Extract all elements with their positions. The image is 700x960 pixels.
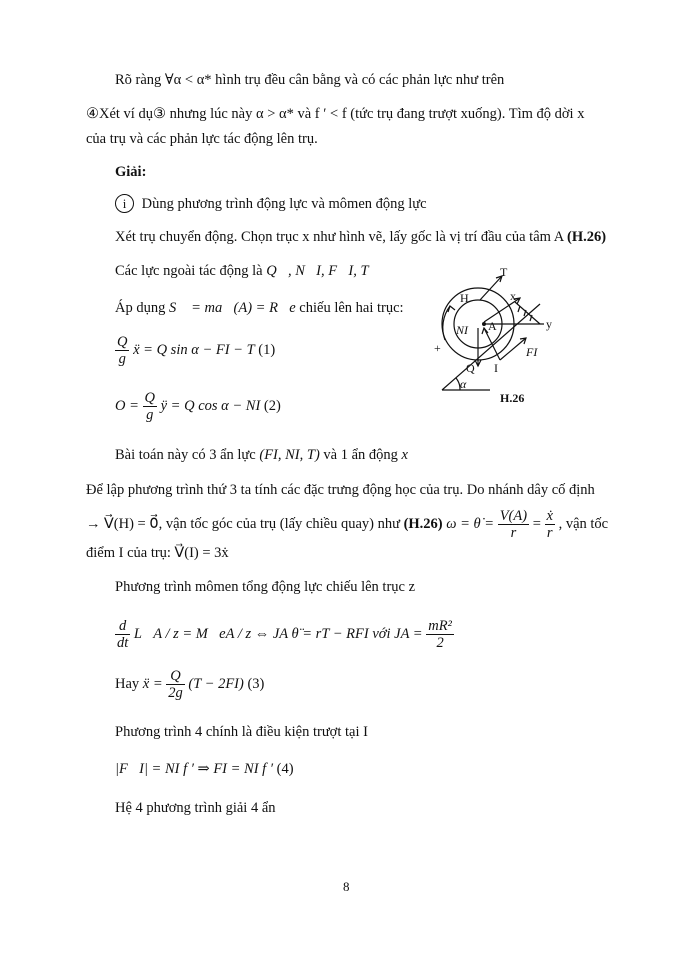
label-Q: Q (466, 361, 475, 375)
page-number: 8 (343, 879, 350, 894)
equation-1 (115, 334, 275, 367)
figure-ref: (H.26) (567, 229, 607, 245)
math-expr: S⃗ = ma⃗(A) = R⃗e (168, 300, 296, 316)
math-expr: O = (115, 397, 139, 414)
label-x: x (510, 289, 516, 303)
equation-4 (115, 760, 294, 778)
equation-number: (4) (276, 761, 294, 777)
text-line: Để lập phương trình thứ 3 ta tính các đặc trưng động học của trụ. Do nhánh dây cố định (86, 482, 595, 498)
label-I: I (494, 361, 498, 375)
math-expr: ÿ = Q cos α − NI (160, 397, 261, 414)
text-line: Hệ 4 phương trình giải 4 ẩn (115, 800, 276, 816)
text-line: Phương trình 4 chính là điều kiện trượt tại I (115, 724, 368, 740)
text-line (115, 262, 380, 280)
fraction: $\frac{d}{dt}$ (117, 618, 129, 651)
text-span: Áp dụng (115, 300, 166, 316)
text-line (115, 299, 404, 317)
fraction: $\frac{\text{ẋ}}{r}$ (546, 508, 553, 541)
figure-caption: H.26 (500, 391, 525, 405)
step-number-circle: i (115, 194, 134, 213)
fraction: $\frac{\text{mR²}}{2}$ (428, 618, 452, 651)
fraction: $\frac{Q}{g}$ (117, 334, 128, 367)
label-A: A (488, 319, 497, 333)
math-expr: (FI, NI, T) (259, 447, 320, 463)
math-expr: (T − 2FI) (188, 675, 244, 692)
math-expr: ẍ = Q sin α − FI − T (133, 341, 255, 358)
text-line: của trụ và các phản lực tác động lên trụ. (86, 131, 318, 147)
label-y: y (546, 317, 552, 331)
math-expr: |F⃗I| = NI f ′ ⇒ FI = NI f ′ (115, 761, 273, 777)
math-expr: Q⃗, N⃗I, F⃗I, T⃗ (266, 263, 380, 279)
equation-3 (115, 668, 264, 701)
text-line: điểm I của trụ: V⃗(I) = 3ẋ (86, 545, 229, 561)
math-expr: x (401, 447, 408, 463)
text-line: → V⃗(H) = 0⃗, vận tốc góc của trụ (lấy chiều quay) như (H.26) ω = θ̇ = $\frac{V(A)}{r}$ = $\frac{\text{ẋ}}{r}$ , vận tốc (86, 508, 609, 541)
text-span: chiếu lên hai trục: (299, 300, 404, 316)
math-expr: ẍ = (142, 675, 163, 692)
heading-solution: Giải: (115, 164, 147, 180)
text-span: và 1 ẩn động (323, 447, 398, 463)
text-line: ④Xét ví dụ③ nhưng lúc này α > α* và f ′ < f (tức trụ đang trượt xuống). Tìm độ dời x (86, 106, 585, 122)
label-plus: + (434, 341, 441, 355)
equation-moment (115, 618, 454, 651)
text-span: → V⃗(H) = 0⃗, vận tốc góc của trụ (lấy chiều quay) như (86, 515, 400, 532)
text-line (115, 228, 606, 246)
label-N: NI (456, 323, 468, 337)
text-span: Xét trụ chuyển động. Chọn trục x như hình vẽ, lấy gốc là vị trí đầu của tâm A (115, 229, 564, 245)
label-F: FI (526, 345, 538, 359)
fraction: $\frac{Q}{g}$ (144, 390, 155, 423)
step-line (115, 194, 427, 213)
fraction: $\frac{Q}{2g}$ (168, 668, 183, 701)
math-expr: L⃗A / z = M⃗eA / z ⇔ JA θ̈ = rT − RFI với JA = (133, 625, 423, 642)
label-H: H (460, 291, 469, 305)
label-alpha: α (460, 377, 467, 391)
text-span: , vận tốc (558, 515, 609, 532)
figure-h26 (420, 262, 580, 412)
equation-number: (2) (263, 397, 281, 414)
equation-2 (115, 390, 281, 423)
figure-ref: (H.26) (403, 515, 443, 532)
text-line: Rõ ràng ∀α < α* hình trụ đều cân bằng và có các phản lực như trên (115, 72, 505, 88)
text-span: Bài toán này có 3 ẩn lực (115, 447, 256, 463)
text-line: Phương trình mômen tổng động lực chiếu lên trục z (115, 579, 416, 595)
text-span: Hay (115, 675, 140, 692)
fraction: $\frac{V(A)}{r}$ (499, 508, 528, 541)
equation-number: (3) (247, 675, 265, 692)
equation-number: (1) (258, 341, 276, 358)
text-span: Các lực ngoài tác động là (115, 263, 263, 279)
label-T: T (500, 265, 508, 279)
math-expr: ω = θ̇ = (446, 515, 495, 532)
text-line (115, 446, 408, 464)
step-text: Dùng phương trình động lực và mômen động lực (141, 196, 427, 212)
